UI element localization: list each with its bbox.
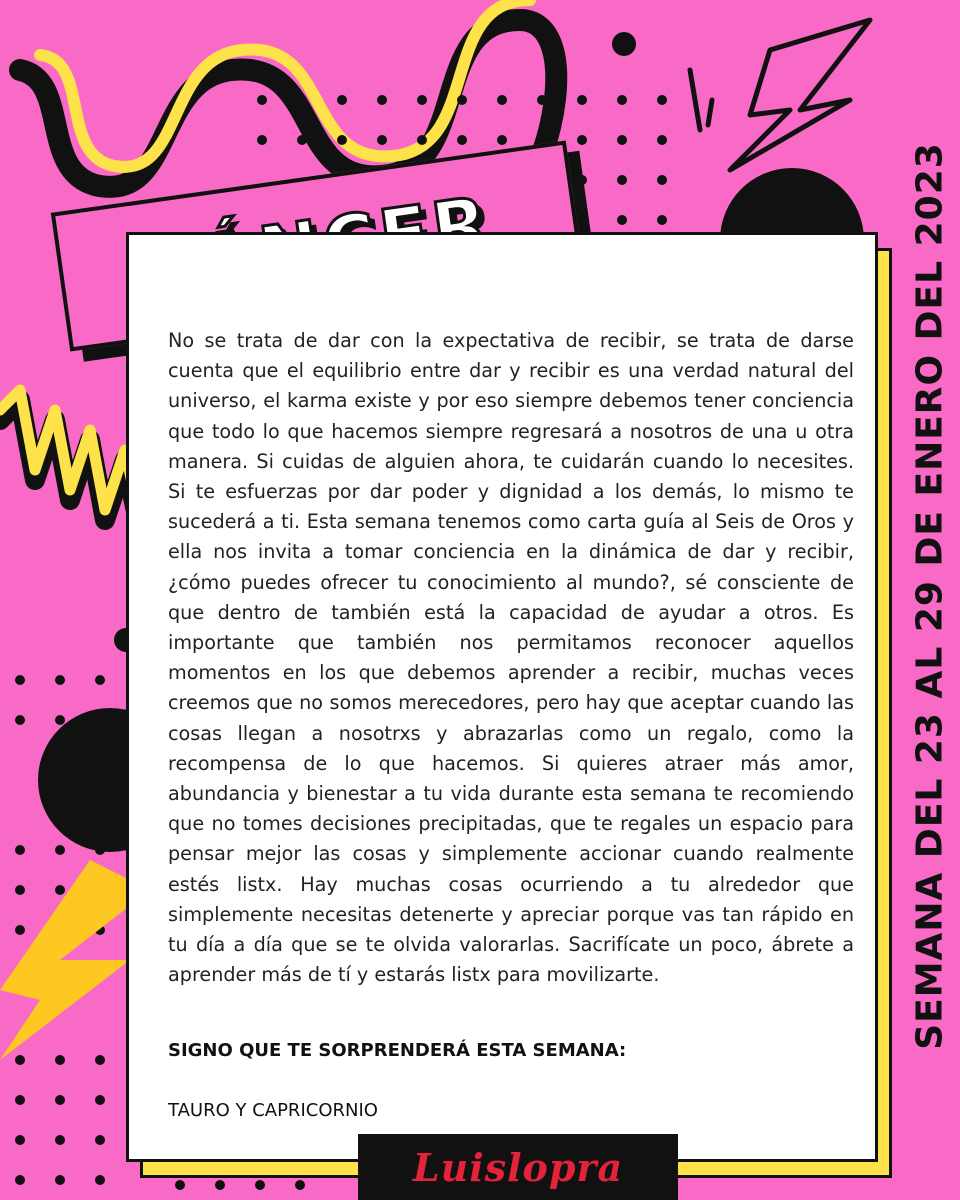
brand-box [358, 1134, 678, 1200]
reading-text: No se trata de dar con la expectativa de recibir, se trata de darse cuenta que el equilibrio entre dar y recibir es una verdad natural del universo, el karma existe y por eso siempre debemos tener conciencia que todo lo que hacemos siempre regresará a nosotros de una u otra manera. Si cuidas de alguien ahora, te cuidarán cuando lo necesites. Si te esfuerzas por dar poder y dignidad a los demás, lo mismo te sucederá a ti. Esta semana tenemos como carta guía al Seis de Oros y ella nos invita a tomar conciencia en la dinámica de dar y recibir, ¿cómo puedes ofrecer tu conocimiento al mundo?, sé consciente de que dentro de también está la capacidad de ayudar a otros. Es importante que también nos permitamos reconocer aquellos momentos en los que debemos aprender a recibir, muchas veces creemos que no somos merecedores, pero hay que aceptar cuando las cosas llegan a nosotrxs y abrazarlas como un regalo, como la recompensa de lo que hacemos. Si quieres atraer más amor, abundancia y bienestar a tu vida durante esta semana te recomiendo que no tomes decisiones precipitadas, que te regales un espacio para pensar mejor las cosas y simplemente accionar cuando realmente estés listx. Hay muchas cosas ocurriendo a tu alrededor que simplemente necesitas detenerte y apreciar porque vas tan rápido en tu día a día que se te olvida valorarlas. Sacrifícate un poco, ábrete a aprender más de tí y estarás listx para movilizarte. [168, 329, 854, 987]
surprise-heading: SIGNO QUE TE SORPRENDERÁ ESTA SEMANA: [168, 1040, 627, 1061]
dot-large-top [612, 32, 636, 56]
week-date-banner: SEMANA DEL 23 AL 29 DE ENERO DEL 2023 [909, 142, 951, 1050]
brand-logo: Luislopra [412, 1144, 624, 1190]
lightning-outline [730, 20, 870, 170]
surprise-value: TAURO Y CAPRICORNIO [168, 1100, 378, 1121]
